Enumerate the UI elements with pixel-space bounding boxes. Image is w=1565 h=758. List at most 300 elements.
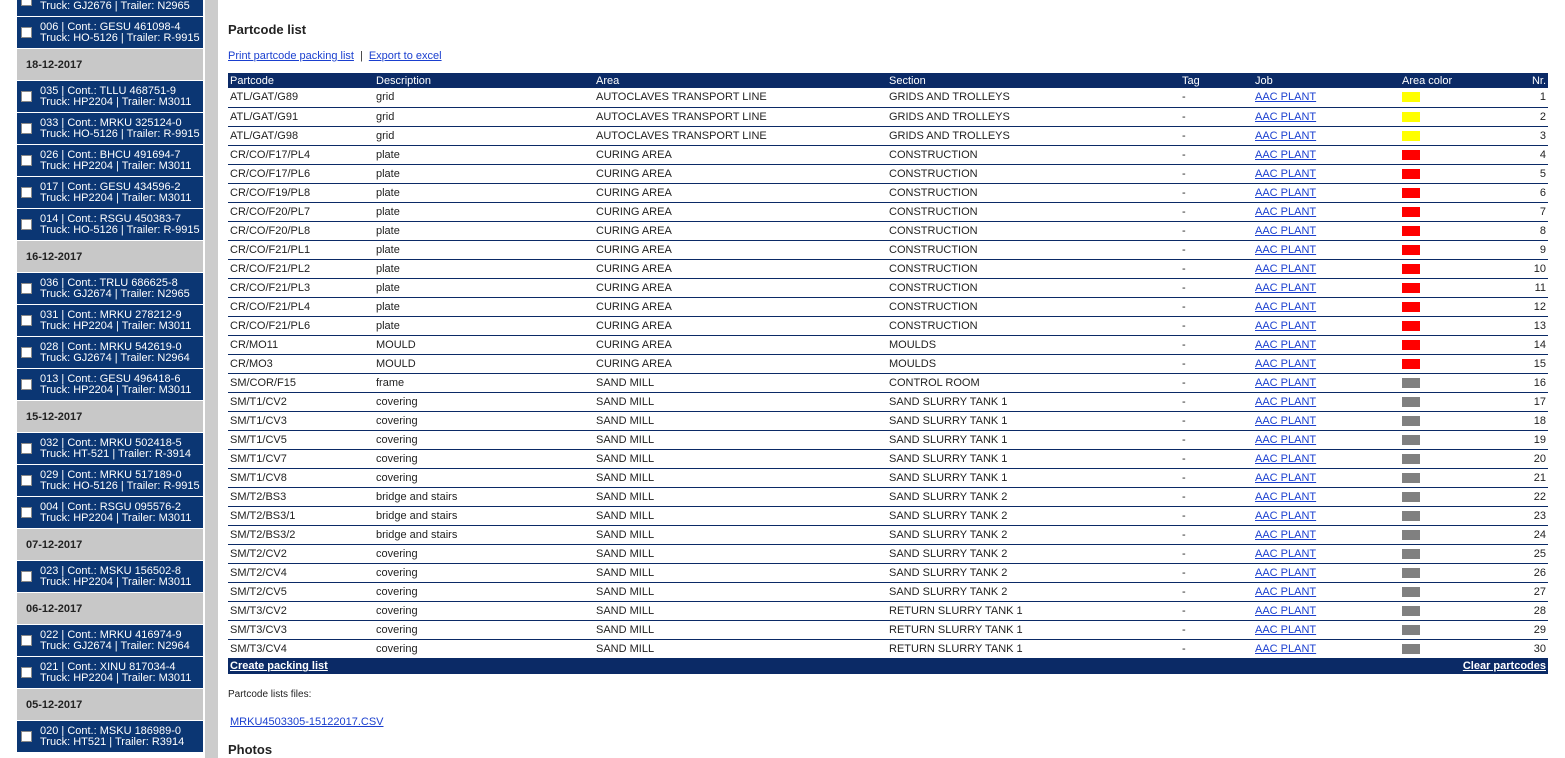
cell-area-color — [1400, 354, 1472, 373]
cell-job — [1253, 449, 1400, 468]
cell-area: CURING AREA — [594, 335, 887, 354]
container-item[interactable] — [17, 369, 203, 401]
job-link[interactable]: AAC PLANT — [1255, 262, 1317, 275]
clear-partcodes-link[interactable]: Clear partcodes — [1462, 660, 1546, 673]
table-row — [228, 468, 1548, 487]
area-color-swatch — [1402, 112, 1420, 122]
container-line: 028 | Cont.: MRKU 542619-0 — [40, 341, 182, 353]
table-row — [228, 297, 1548, 316]
job-link[interactable]: AAC PLANT — [1255, 243, 1317, 256]
cell-section: SAND SLURRY TANK 1 — [887, 430, 1180, 449]
cell-tag: - — [1180, 582, 1253, 601]
container-item[interactable] — [17, 81, 203, 113]
cell-nr: 14 — [1472, 335, 1548, 354]
cell-tag: - — [1180, 88, 1253, 107]
cell-tag: - — [1180, 373, 1253, 392]
area-color-swatch — [1402, 454, 1420, 464]
cell-area-color — [1400, 88, 1472, 107]
container-checkbox[interactable] — [21, 731, 32, 742]
container-line: 032 | Cont.: MRKU 502418-5 — [40, 437, 182, 449]
table-row — [228, 544, 1548, 563]
cell-area: SAND MILL — [594, 544, 887, 563]
job-link[interactable]: AAC PLANT — [1255, 547, 1317, 560]
job-link[interactable]: AAC PLANT — [1255, 604, 1317, 617]
cell-nr: 2 — [1472, 107, 1548, 126]
cell-area-color — [1400, 525, 1472, 544]
truck-line: Truck: HP2204 | Trailer: M3011 — [40, 384, 192, 396]
container-line: 006 | Cont.: GESU 461098-4 — [40, 21, 181, 33]
cell-partcode: CR/MO11 — [228, 335, 374, 354]
table-row — [228, 107, 1548, 126]
area-color-swatch — [1402, 435, 1420, 445]
files-label: Partcode lists files: — [228, 689, 312, 700]
cell-area: CURING AREA — [594, 183, 887, 202]
container-item[interactable] — [17, 209, 203, 241]
date-group-header: 16-12-2017 — [17, 241, 203, 273]
cell-partcode: SM/COR/F15 — [228, 373, 374, 392]
job-link[interactable]: AAC PLANT — [1255, 528, 1317, 541]
cell-job — [1253, 316, 1400, 335]
container-item[interactable] — [17, 273, 203, 305]
area-color-swatch — [1402, 625, 1420, 635]
container-line: 014 | Cont.: RSGU 450383-7 — [40, 213, 182, 225]
cell-job — [1253, 392, 1400, 411]
cell-description: covering — [374, 639, 594, 658]
container-checkbox[interactable] — [21, 27, 32, 38]
cell-area-color — [1400, 259, 1472, 278]
container-item[interactable] — [17, 113, 203, 145]
cell-area-color — [1400, 468, 1472, 487]
cell-section: SAND SLURRY TANK 2 — [887, 582, 1180, 601]
cell-area-color — [1400, 506, 1472, 525]
container-item[interactable] — [17, 657, 203, 689]
area-color-swatch — [1402, 568, 1420, 578]
job-link[interactable]: AAC PLANT — [1255, 395, 1317, 408]
job-link[interactable]: AAC PLANT — [1255, 281, 1317, 294]
cell-tag: - — [1180, 335, 1253, 354]
container-line: 023 | Cont.: MSKU 156502-8 — [40, 565, 182, 577]
cell-tag: - — [1180, 278, 1253, 297]
container-item[interactable] — [17, 721, 203, 753]
sidebar — [0, 0, 218, 758]
cell-description: covering — [374, 582, 594, 601]
container-checkbox[interactable] — [21, 507, 32, 518]
cell-tag: - — [1180, 525, 1253, 544]
cell-tag: - — [1180, 183, 1253, 202]
job-link[interactable]: AAC PLANT — [1255, 300, 1317, 313]
job-link[interactable]: AAC PLANT — [1255, 148, 1317, 161]
cell-job — [1253, 544, 1400, 563]
cell-partcode: CR/CO/F21/PL3 — [228, 278, 374, 297]
cell-tag: - — [1180, 259, 1253, 278]
truck-line: Truck: HO-5126 | Trailer: R-9915 — [40, 224, 200, 236]
job-link[interactable]: AAC PLANT — [1255, 585, 1317, 598]
col-header-area-color: Area color — [1402, 74, 1453, 87]
cell-nr: 29 — [1472, 620, 1548, 639]
cell-nr: 19 — [1472, 430, 1548, 449]
container-checkbox[interactable] — [21, 155, 32, 166]
cell-area-color — [1400, 297, 1472, 316]
cell-description: grid — [374, 126, 594, 145]
job-link[interactable]: AAC PLANT — [1255, 129, 1317, 142]
sidebar-scrollbar[interactable] — [205, 0, 218, 758]
cell-partcode: SM/T3/CV4 — [228, 639, 374, 658]
cell-tag: - — [1180, 639, 1253, 658]
cell-area-color — [1400, 544, 1472, 563]
cell-job — [1253, 373, 1400, 392]
cell-partcode: CR/CO/F20/PL8 — [228, 221, 374, 240]
area-color-swatch — [1402, 511, 1420, 521]
container-checkbox[interactable] — [21, 443, 32, 454]
truck-line: Truck: HP2204 | Trailer: M3011 — [40, 192, 192, 204]
container-checkbox[interactable] — [21, 379, 32, 390]
container-item[interactable] — [17, 465, 203, 497]
container-item[interactable] — [17, 337, 203, 369]
cell-job — [1253, 240, 1400, 259]
cell-job — [1253, 107, 1400, 126]
csv-file-link[interactable]: MRKU4503305-15122017.CSV — [230, 716, 384, 728]
container-line: 035 | Cont.: TLLU 468751-9 — [40, 85, 176, 97]
cell-section: GRIDS AND TROLLEYS — [887, 126, 1180, 145]
area-color-swatch — [1402, 321, 1420, 331]
cell-nr: 12 — [1472, 297, 1548, 316]
cell-area: SAND MILL — [594, 430, 887, 449]
container-checkbox[interactable] — [21, 571, 32, 582]
cell-nr: 23 — [1472, 506, 1548, 525]
job-link[interactable]: AAC PLANT — [1255, 452, 1317, 465]
truck-line: Truck: GJ2676 | Trailer: N2965 — [40, 0, 190, 12]
container-checkbox[interactable] — [21, 91, 32, 102]
cell-area: SAND MILL — [594, 468, 887, 487]
cell-tag: - — [1180, 354, 1253, 373]
container-checkbox[interactable] — [21, 219, 32, 230]
cell-description: grid — [374, 88, 594, 107]
cell-section: SAND SLURRY TANK 2 — [887, 544, 1180, 563]
export-excel-link[interactable]: Export to excel — [368, 50, 442, 62]
cell-nr: 5 — [1472, 164, 1548, 183]
container-line: 026 | Cont.: BHCU 491694-7 — [40, 149, 181, 161]
cell-description: covering — [374, 430, 594, 449]
cell-tag: - — [1180, 297, 1253, 316]
cell-partcode: SM/T1/CV7 — [228, 449, 374, 468]
job-link[interactable]: AAC PLANT — [1255, 110, 1317, 123]
job-link[interactable]: AAC PLANT — [1255, 414, 1317, 427]
container-line: 022 | Cont.: MRKU 416974-9 — [40, 629, 182, 641]
table-header-row — [228, 73, 1548, 88]
cell-area: AUTOCLAVES TRANSPORT LINE — [594, 107, 887, 126]
truck-line: Truck: HT521 | Trailer: R3914 — [40, 736, 185, 748]
cell-description: covering — [374, 392, 594, 411]
table-row — [228, 316, 1548, 335]
cell-partcode: SM/T3/CV3 — [228, 620, 374, 639]
cell-description: plate — [374, 145, 594, 164]
job-link[interactable]: AAC PLANT — [1255, 623, 1317, 636]
cell-section: SAND SLURRY TANK 1 — [887, 411, 1180, 430]
cell-job — [1253, 601, 1400, 620]
print-packing-list-link[interactable]: Print partcode packing list — [228, 50, 354, 62]
cell-section: SAND SLURRY TANK 2 — [887, 506, 1180, 525]
truck-line: Truck: HP2204 | Trailer: M3011 — [40, 160, 192, 172]
cell-section: CONSTRUCTION — [887, 202, 1180, 221]
cell-description: plate — [374, 183, 594, 202]
partcode-table — [228, 73, 1548, 674]
cell-job — [1253, 145, 1400, 164]
container-checkbox[interactable] — [21, 0, 32, 6]
container-line: 021 | Cont.: XINU 817034-4 — [40, 661, 176, 673]
cell-partcode: SM/T2/BS3/2 — [228, 525, 374, 544]
cell-description: covering — [374, 544, 594, 563]
cell-area: CURING AREA — [594, 316, 887, 335]
cell-tag: - — [1180, 468, 1253, 487]
cell-nr: 11 — [1472, 278, 1548, 297]
table-row — [228, 639, 1548, 658]
job-link[interactable]: AAC PLANT — [1255, 471, 1317, 484]
col-header-nr: Nr. — [1531, 74, 1546, 87]
table-row — [228, 183, 1548, 202]
container-item[interactable] — [17, 17, 203, 49]
table-row — [228, 449, 1548, 468]
cell-job — [1253, 221, 1400, 240]
cell-job — [1253, 335, 1400, 354]
container-item[interactable] — [17, 0, 203, 17]
cell-nr: 22 — [1472, 487, 1548, 506]
cell-area: AUTOCLAVES TRANSPORT LINE — [594, 126, 887, 145]
job-link[interactable]: AAC PLANT — [1255, 376, 1317, 389]
cell-area: CURING AREA — [594, 240, 887, 259]
cell-area-color — [1400, 221, 1472, 240]
date-group-header: 07-12-2017 — [17, 529, 203, 561]
cell-job — [1253, 183, 1400, 202]
date-group-header: 06-12-2017 — [17, 593, 203, 625]
truck-line: Truck: GJ2674 | Trailer: N2965 — [40, 288, 190, 300]
cell-area: CURING AREA — [594, 354, 887, 373]
cell-section: CONSTRUCTION — [887, 316, 1180, 335]
cell-job — [1253, 506, 1400, 525]
cell-section: CONSTRUCTION — [887, 278, 1180, 297]
cell-area: SAND MILL — [594, 373, 887, 392]
container-line: 017 | Cont.: GESU 434596-2 — [40, 181, 181, 193]
container-item[interactable] — [17, 305, 203, 337]
job-link[interactable]: AAC PLANT — [1255, 566, 1317, 579]
cell-area-color — [1400, 278, 1472, 297]
cell-nr: 13 — [1472, 316, 1548, 335]
cell-tag: - — [1180, 411, 1253, 430]
container-line: 031 | Cont.: MRKU 278212-9 — [40, 309, 182, 321]
cell-partcode: CR/MO3 — [228, 354, 374, 373]
cell-tag: - — [1180, 107, 1253, 126]
container-checkbox[interactable] — [21, 315, 32, 326]
cell-area: CURING AREA — [594, 145, 887, 164]
job-link[interactable]: AAC PLANT — [1255, 205, 1317, 218]
truck-line: Truck: HO-5126 | Trailer: R-9915 — [40, 480, 200, 492]
container-line: 013 | Cont.: GESU 496418-6 — [40, 373, 181, 385]
container-item[interactable] — [17, 433, 203, 465]
job-link[interactable]: AAC PLANT — [1255, 357, 1317, 370]
area-color-swatch — [1402, 264, 1420, 274]
cell-section: SAND SLURRY TANK 2 — [887, 563, 1180, 582]
cell-area: SAND MILL — [594, 582, 887, 601]
area-color-swatch — [1402, 644, 1420, 654]
cell-partcode: SM/T2/BS3/1 — [228, 506, 374, 525]
cell-tag: - — [1180, 620, 1253, 639]
job-link[interactable]: AAC PLANT — [1255, 91, 1317, 104]
area-color-swatch — [1402, 359, 1420, 369]
cell-area: SAND MILL — [594, 639, 887, 658]
job-link[interactable]: AAC PLANT — [1255, 490, 1317, 503]
cell-tag: - — [1180, 487, 1253, 506]
container-item[interactable] — [17, 145, 203, 177]
photos-title: Photos — [228, 742, 273, 757]
container-checkbox[interactable] — [21, 187, 32, 198]
cell-partcode: CR/CO/F17/PL4 — [228, 145, 374, 164]
cell-job — [1253, 202, 1400, 221]
cell-nr: 27 — [1472, 582, 1548, 601]
container-line: 020 | Cont.: MSKU 186989-0 — [40, 725, 182, 737]
cell-nr: 10 — [1472, 259, 1548, 278]
cell-area: CURING AREA — [594, 164, 887, 183]
cell-description: plate — [374, 278, 594, 297]
cell-description: plate — [374, 297, 594, 316]
cell-section: SAND SLURRY TANK 1 — [887, 449, 1180, 468]
cell-description: bridge and stairs — [374, 525, 594, 544]
date-group-header: 05-12-2017 — [17, 689, 203, 721]
job-link[interactable]: AAC PLANT — [1255, 338, 1317, 351]
cell-description: covering — [374, 601, 594, 620]
job-link[interactable]: AAC PLANT — [1255, 433, 1317, 446]
area-color-swatch — [1402, 492, 1420, 502]
area-color-swatch — [1402, 530, 1420, 540]
cell-nr: 4 — [1472, 145, 1548, 164]
cell-area: SAND MILL — [594, 525, 887, 544]
cell-job — [1253, 126, 1400, 145]
container-checkbox[interactable] — [21, 123, 32, 134]
table-row — [228, 525, 1548, 544]
job-link[interactable]: AAC PLANT — [1255, 642, 1317, 655]
job-link[interactable]: AAC PLANT — [1255, 167, 1317, 180]
col-header-job: Job — [1255, 74, 1273, 87]
cell-nr: 3 — [1472, 126, 1548, 145]
cell-partcode: SM/T2/CV4 — [228, 563, 374, 582]
job-link[interactable]: AAC PLANT — [1255, 319, 1317, 332]
cell-description: covering — [374, 411, 594, 430]
cell-area: CURING AREA — [594, 297, 887, 316]
cell-section: CONSTRUCTION — [887, 164, 1180, 183]
cell-partcode: SM/T1/CV8 — [228, 468, 374, 487]
cell-nr: 26 — [1472, 563, 1548, 582]
cell-section: SAND SLURRY TANK 1 — [887, 392, 1180, 411]
cell-area-color — [1400, 126, 1472, 145]
job-link[interactable]: AAC PLANT — [1255, 186, 1317, 199]
cell-description: bridge and stairs — [374, 506, 594, 525]
container-item[interactable] — [17, 177, 203, 209]
job-link[interactable]: AAC PLANT — [1255, 509, 1317, 522]
cell-partcode: CR/CO/F21/PL2 — [228, 259, 374, 278]
cell-area: CURING AREA — [594, 259, 887, 278]
cell-nr: 8 — [1472, 221, 1548, 240]
cell-area-color — [1400, 240, 1472, 259]
cell-nr: 6 — [1472, 183, 1548, 202]
cell-nr: 21 — [1472, 468, 1548, 487]
cell-section: SAND SLURRY TANK 2 — [887, 487, 1180, 506]
cell-job — [1253, 468, 1400, 487]
cell-partcode: CR/CO/F21/PL4 — [228, 297, 374, 316]
cell-description: covering — [374, 620, 594, 639]
area-color-swatch — [1402, 549, 1420, 559]
cell-area-color — [1400, 449, 1472, 468]
cell-description: MOULD — [374, 335, 594, 354]
table-row — [228, 487, 1548, 506]
cell-job — [1253, 354, 1400, 373]
cell-tag: - — [1180, 544, 1253, 563]
cell-section: SAND SLURRY TANK 1 — [887, 468, 1180, 487]
cell-area-color — [1400, 563, 1472, 582]
cell-nr: 7 — [1472, 202, 1548, 221]
table-row — [228, 620, 1548, 639]
table-row — [228, 202, 1548, 221]
container-line: 004 | Cont.: RSGU 095576-2 — [40, 501, 182, 513]
area-color-swatch — [1402, 150, 1420, 160]
cell-job — [1253, 430, 1400, 449]
cell-nr: 25 — [1472, 544, 1548, 563]
cell-section: MOULDS — [887, 335, 1180, 354]
container-line: 033 | Cont.: MRKU 325124-0 — [40, 117, 182, 129]
cell-area: CURING AREA — [594, 202, 887, 221]
table-row — [228, 411, 1548, 430]
cell-tag: - — [1180, 601, 1253, 620]
cell-nr: 16 — [1472, 373, 1548, 392]
cell-section: CONSTRUCTION — [887, 221, 1180, 240]
cell-area-color — [1400, 202, 1472, 221]
container-item[interactable] — [17, 625, 203, 657]
cell-partcode: CR/CO/F20/PL7 — [228, 202, 374, 221]
container-checkbox[interactable] — [21, 283, 32, 294]
cell-tag: - — [1180, 506, 1253, 525]
table-row — [228, 221, 1548, 240]
container-item[interactable] — [17, 497, 203, 529]
cell-job — [1253, 620, 1400, 639]
cell-area: SAND MILL — [594, 411, 887, 430]
col-header-partcode: Partcode — [230, 74, 275, 87]
table-row — [228, 240, 1548, 259]
container-checkbox[interactable] — [21, 635, 32, 646]
cell-partcode: ATL/GAT/G91 — [228, 107, 374, 126]
cell-area-color — [1400, 639, 1472, 658]
cell-tag: - — [1180, 563, 1253, 582]
cell-section: CONSTRUCTION — [887, 145, 1180, 164]
cell-area-color — [1400, 164, 1472, 183]
container-checkbox[interactable] — [21, 347, 32, 358]
container-item[interactable] — [17, 561, 203, 593]
cell-area: CURING AREA — [594, 221, 887, 240]
container-checkbox[interactable] — [21, 475, 32, 486]
cell-area-color — [1400, 601, 1472, 620]
area-color-swatch — [1402, 416, 1420, 426]
cell-nr: 20 — [1472, 449, 1548, 468]
cell-area: SAND MILL — [594, 563, 887, 582]
cell-area: CURING AREA — [594, 278, 887, 297]
cell-partcode: ATL/GAT/G89 — [228, 88, 374, 107]
table-row — [228, 430, 1548, 449]
area-color-swatch — [1402, 188, 1420, 198]
area-color-swatch — [1402, 587, 1420, 597]
create-packing-list-link[interactable]: Create packing list — [230, 660, 328, 673]
cell-partcode: SM/T1/CV5 — [228, 430, 374, 449]
container-checkbox[interactable] — [21, 667, 32, 678]
table-row — [228, 506, 1548, 525]
cell-area: SAND MILL — [594, 449, 887, 468]
job-link[interactable]: AAC PLANT — [1255, 224, 1317, 237]
cell-job — [1253, 88, 1400, 107]
